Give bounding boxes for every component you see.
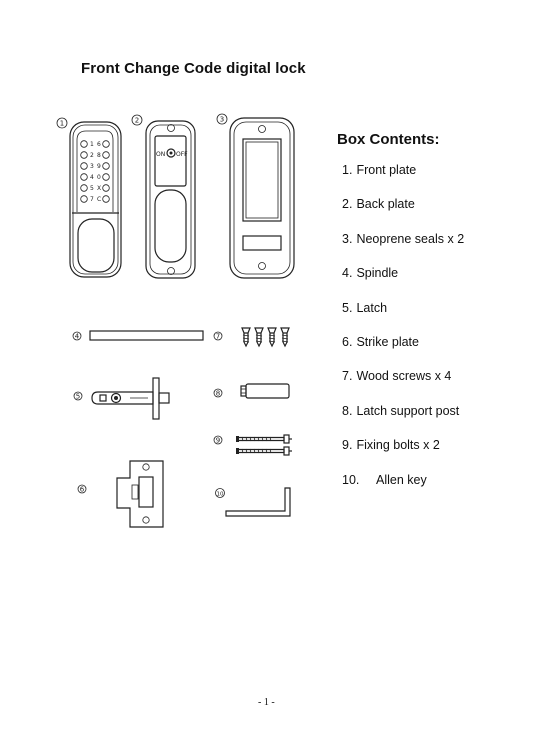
wood-screws-drawing [242,328,289,346]
back-plate-drawing [146,121,195,278]
svg-text:3: 3 [90,163,94,170]
svg-text:1: 1 [90,141,94,148]
svg-text:8: 8 [215,389,221,398]
svg-text:6: 6 [79,485,85,494]
svg-text:9: 9 [97,163,101,170]
svg-text:4: 4 [74,332,80,341]
page-number: - 1 - [258,697,275,708]
item-label: Wood screws x 4 [356,369,452,384]
item-number: 6. [342,334,353,349]
fixing-bolts-drawing [236,435,292,455]
item-number: 7. [342,369,353,384]
figure-label-6 [78,485,86,494]
latch-support-post-drawing [241,384,289,398]
item-number: 5. [342,300,353,315]
on-label: ON [156,151,166,158]
svg-text:C: C [97,196,102,203]
svg-text:1: 1 [59,119,65,128]
off-label: OFF [176,151,188,158]
svg-text:2: 2 [90,152,94,159]
figure-label-7 [214,332,222,341]
latch-drawing [92,378,169,419]
figure-label-1 [57,118,67,128]
item-label: Allen key [376,472,427,487]
allen-key-drawing [226,488,290,516]
box-contents-heading: Box Contents: [337,131,440,148]
item-number: 8. [342,403,353,418]
item-label: Back plate [356,197,415,212]
svg-text:8: 8 [97,152,101,159]
item-number: 9. [342,438,353,453]
item-number: 4. [342,266,353,281]
item-number: 2. [342,197,353,212]
item-number: 10. [342,472,360,487]
svg-text:X: X [97,185,102,192]
svg-text:10: 10 [216,491,224,498]
figure-label-2 [132,115,142,125]
svg-text:4: 4 [90,174,94,181]
svg-text:7: 7 [215,332,221,341]
svg-text:3: 3 [219,115,225,124]
item-number: 3. [342,231,353,246]
item-label: Neoprene seals x 2 [356,231,465,246]
item-label: Spindle [356,266,399,281]
figure-label-3 [217,114,227,124]
svg-text:5: 5 [75,392,81,401]
svg-text:0: 0 [97,174,101,181]
svg-text:9: 9 [215,436,221,445]
figure-label-5 [74,392,82,401]
strike-plate-drawing [117,461,163,527]
keypad-left-column [81,141,94,203]
svg-text:6: 6 [97,141,101,148]
page-title: Front Change Code digital lock [81,60,306,77]
figure-label-8 [214,389,222,398]
svg-text:5: 5 [90,185,94,192]
spindle-drawing [90,331,203,340]
item-label: Front plate [356,163,417,177]
figure-label-4 [73,332,81,341]
item-number: 1. [342,163,353,177]
item-label: Latch support post [356,403,460,418]
svg-text:7: 7 [90,196,94,203]
item-label: Strike plate [356,334,419,349]
keypad-right-column [97,141,109,203]
item-label: Latch [356,300,388,315]
neoprene-seal-drawing [230,118,294,278]
svg-text:2: 2 [134,116,140,125]
front-plate-drawing [70,122,121,277]
figure-label-10 [216,489,225,498]
figure-label-9 [214,436,222,445]
item-label: Fixing bolts x 2 [356,438,440,453]
